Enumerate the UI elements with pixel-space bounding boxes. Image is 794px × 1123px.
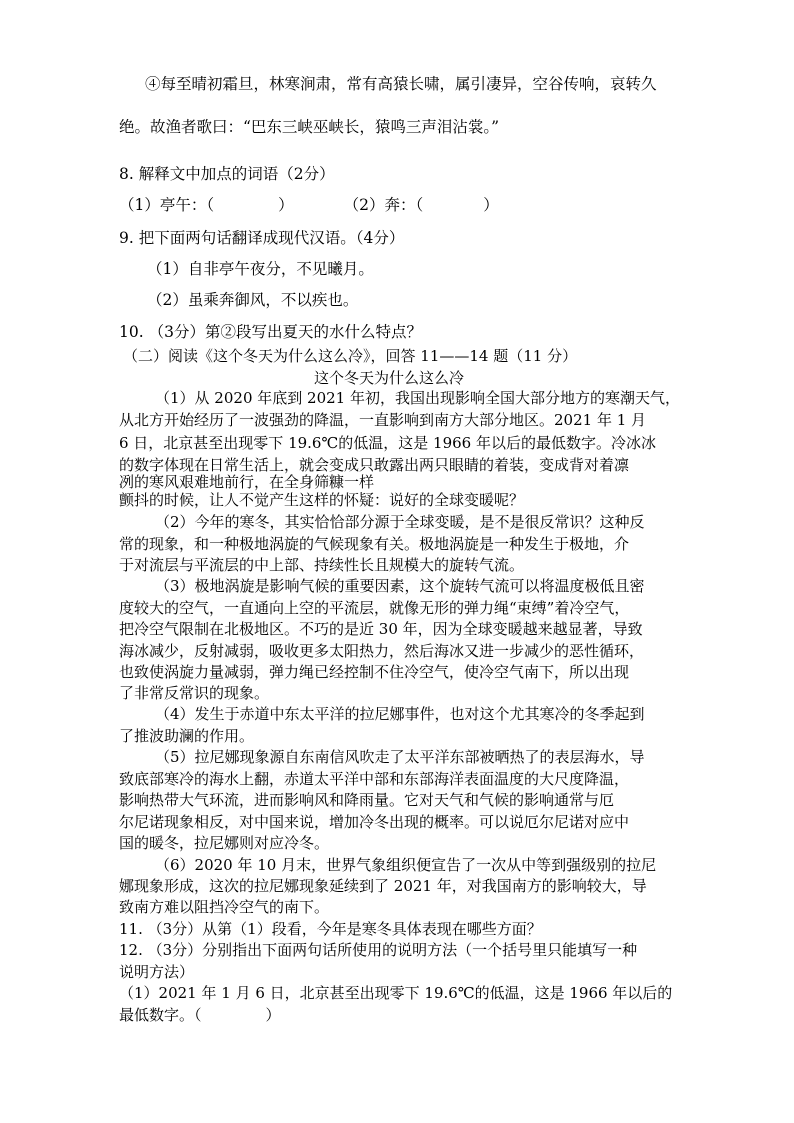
article-p2-line1: （2）今年的寒冬，其实恰恰部分源于全球变暖，是不是很反常识？这种反 [155, 513, 645, 531]
article-p1-line2: 从北方开始经历了一波强劲的降温，一直影响到南方大部分地区。2021 年 1 月 [119, 411, 647, 429]
q8-answer-line [119, 196, 499, 214]
article-title: 这个冬天为什么这么冷 [314, 369, 465, 387]
article-p4-line1: （4）发生于赤道中东太平洋的拉尼娜事件，也对这个尤其寒冷的冬季起到 [155, 705, 645, 723]
q12-stem-line1: 12. （3分）分别指出下面两句话所使用的说明方法（一个括号里只能填写一种 [119, 941, 638, 959]
article-p3-line3: 把冷空气限制在北极地区。不巧的是近 30 年，因为全球变暖越来越显著，导致 [119, 620, 643, 638]
article-p1-line1: （1）从 2020 年底到 2021 年初，我国出现影响全国大部分地方的寒潮天气， [155, 389, 680, 407]
article-p6-line3: 致南方难以阻挡冷空气的南下。 [119, 898, 330, 916]
q12-item1-label: 最低数字。（ [119, 1006, 202, 1024]
article-p1-line4: 的数字体现在日常生活上，就会变成只敢露出两只眼睛的着装，变成背对着凛 [119, 456, 630, 474]
article-p2-line3: 于对流层与平流层的中上部、持续性长且规模大的旋转气流。 [119, 556, 525, 574]
article-p2-line2: 常的现象，和一种极地涡旋的气候现象有关。极地涡旋是一种发生于极地，介 [119, 535, 630, 553]
article-p1-line6: 颤抖的时候，让人不觉产生这样的怀疑：说好的全球变暖呢？ [119, 491, 525, 509]
q9-item2: （2）虽乘奔御风，不以疾也。 [147, 291, 359, 309]
article-p6-line2: 娜现象形成，这次的拉尼娜现象延续到了 2021 年，对我国南方的影响较大，导 [119, 877, 647, 895]
passage-para4-line2: 绝。故渔者歌曰：“巴东三峡巫峡长，猿鸣三声泪沾裳。” [119, 118, 500, 136]
article-p6-line1: （6）2020 年 10 月末，世界气象组织便宣告了一次从中等到强级别的拉尼 [155, 856, 657, 874]
article-p1-line3: 6 日，北京甚至出现零下 19.6℃的低温，这是 1966 年以后的最低数字。冷冰冰 [119, 434, 656, 452]
passage-para4-line1: ④每至晴初霜旦，林寒涧肃，常有高猿长啸，属引凄异，空谷传响，哀转久 [145, 75, 657, 93]
article-p5-line3: 影响热带大气环流，进而影响风和降雨量。它对天气和气候的影响通常与厄 [119, 791, 615, 809]
q12-item1-close: ） [265, 1006, 281, 1024]
q12-item1-line1: （1）2021 年 1 月 6 日，北京甚至出现零下 19.6℃的低温，这是 1966 年以后的 [119, 984, 673, 1002]
q11-stem: 11. （3分）从第（1）段看，今年是寒冬具体表现在哪些方面？ [119, 920, 542, 938]
q9-stem: 9. 把下面两句话翻译成现代汉语。（4分） [119, 229, 405, 247]
q9-item1: （1）自非亭午夜分，不见曦月。 [147, 260, 374, 278]
article-p3-line6: 了非常反常识的现象。 [119, 684, 270, 702]
article-p3-line4: 海冰减少，反射减弱，吸收更多太阳热力，然后海冰又进一步减少的恶性循环， [119, 642, 645, 660]
article-p3-line5: 也致使涡旋力量减弱，弹力绳已经控制不住冷空气，使冷空气南下，所以出现 [119, 663, 630, 681]
article-p5-line2: 致底部寒冷的海水上翻，赤道太平洋中部和东部海洋表面温度的大尺度降温， [119, 770, 630, 788]
q8-item1-close: ） [278, 196, 294, 214]
article-p3-line2: 度较大的空气，一直通向上空的平流层，就像无形的弹力绳“束缚”着冷空气， [119, 599, 630, 617]
q8-item2-close: ） [483, 196, 499, 214]
article-p4-line2: 了推波助澜的作用。 [119, 727, 255, 745]
q8-stem: 8. 解释文中加点的词语（2分） [119, 165, 335, 183]
q8-item1-label: （1）亭午：（ [119, 196, 215, 214]
q12-item1-line2 [119, 1006, 281, 1024]
q10-stem: 10. （3分）第②段写出夏天的水什么特点？ [119, 323, 422, 341]
article-p3-line1: （3）极地涡旋是影响气候的重要因素，这个旋转气流可以将温度极低且密 [155, 577, 645, 595]
article-p5-line5: 国的暖冬，拉尼娜则对应冷冬。 [119, 834, 330, 852]
article-p5-line4: 尔尼诺现象相反，对中国来说，增加冷冬出现的概率。可以说厄尔尼诺对应中 [119, 813, 630, 831]
article-p5-line1: （5）拉尼娜现象源自东南信风吹走了太平洋东部被晒热了的表层海水，导 [155, 748, 645, 766]
article-p1-line5: 冽的寒风艰难地前行，在全身筛糠一样 [119, 473, 375, 491]
q12-stem-line2: 说明方法） [119, 963, 195, 981]
section2-heading: （二）阅读《这个冬天为什么这么冷》，回答 11——14 题（11 分） [123, 347, 578, 365]
q8-item2-label: （2）奔：（ [343, 196, 424, 214]
